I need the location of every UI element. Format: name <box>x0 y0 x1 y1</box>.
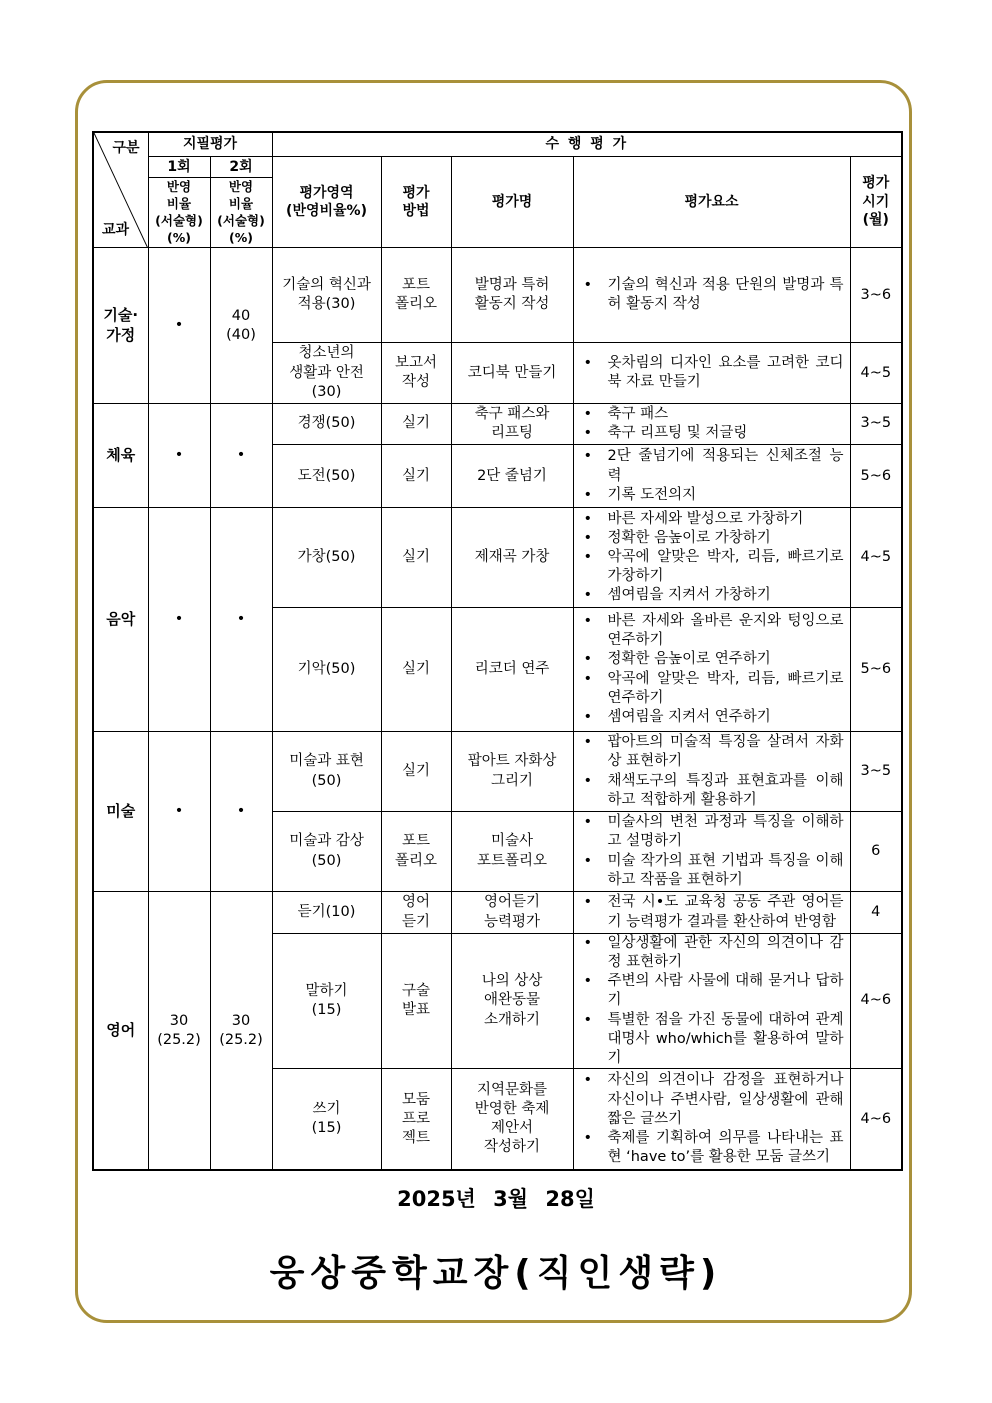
eval-area: 말하기 (15) <box>272 934 381 1069</box>
eval-area: 도전(50) <box>272 445 381 508</box>
eval-title: 영어듣기 능력평가 <box>451 892 573 934</box>
eval-period: 3~5 <box>850 732 902 812</box>
eval-period: 5~6 <box>850 445 902 508</box>
list-item: • 셈여림을 지켜서 연주하기 <box>574 708 850 727</box>
eval-elements <box>573 508 850 608</box>
eval-element-list <box>574 733 850 810</box>
eval-area: 미술과 감상 (50) <box>272 812 381 892</box>
list-item: • 정확한 음높이로 연주하기 <box>574 650 850 669</box>
list-item: • 전국 시•도 교육청 공동 주관 영어듣기 능력평가 결과를 환산하여 반영함 <box>574 893 850 931</box>
eval-method: 모둠 프로 젝트 <box>381 1068 451 1170</box>
eval-period: 4~5 <box>850 508 902 608</box>
subject-name: 영어 <box>93 892 148 1171</box>
second-exam-ratio: • <box>210 732 272 892</box>
list-item: • 주변의 사람 사물에 대해 묻거나 답하기 <box>574 972 850 1010</box>
list-item: • 일상생활에 관한 자신의 의견이나 감정 표현하기 <box>574 934 850 972</box>
header-period: 평가 시기 (월) <box>850 156 902 248</box>
list-item: • 축제를 기획하여 의무를 나타내는 표현 ‘have to’를 활용한 모둠 글쓰기 <box>574 1129 850 1167</box>
eval-method: 포트 폴리오 <box>381 812 451 892</box>
list-item: • 팝아트의 미술적 특징을 살려서 자화상 표현하기 <box>574 733 850 771</box>
eval-method: 영어 듣기 <box>381 892 451 934</box>
header-method: 평가 방법 <box>381 156 451 248</box>
table-row <box>93 248 902 343</box>
list-item: • 옷차림의 디자인 요소를 고려한 코디북 자료 만들기 <box>574 354 850 392</box>
eval-area: 경쟁(50) <box>272 403 381 444</box>
header-first: 1회 <box>148 156 210 177</box>
eval-element-list <box>574 612 850 727</box>
eval-title: 지역문화를 반영한 축제 제안서 작성하기 <box>451 1068 573 1170</box>
list-item: • 자신의 의견이나 감정을 표현하거나 자신이나 주변사람, 일상생활에 관해 짧은 글쓰기 <box>574 1071 850 1128</box>
eval-elements <box>573 732 850 812</box>
eval-method: 실기 <box>381 508 451 608</box>
header-performance: 수 행 평 가 <box>272 132 902 156</box>
eval-element-list <box>574 447 850 504</box>
eval-element-list <box>574 354 850 392</box>
list-item: • 특별한 점을 가진 동물에 대하여 관계대명사 who/which를 활용하여 말하기 <box>574 1011 850 1068</box>
eval-title: 코디북 만들기 <box>451 343 573 403</box>
eval-element-list <box>574 276 850 314</box>
eval-title: 나의 상상 애완동물 소개하기 <box>451 934 573 1069</box>
list-item: • 축구 리프팅 및 저글링 <box>574 424 850 443</box>
list-item: • 축구 패스 <box>574 405 850 424</box>
first-exam-ratio: • <box>148 248 210 403</box>
table-row <box>93 732 902 812</box>
header-diagonal-cell <box>93 132 148 248</box>
eval-elements <box>573 812 850 892</box>
eval-element-list <box>574 510 850 606</box>
issue-date: 2025년 3월 28일 <box>397 1187 595 1211</box>
eval-element-list <box>574 934 850 1068</box>
eval-title: 팝아트 자화상 그리기 <box>451 732 573 812</box>
first-exam-ratio: • <box>148 732 210 892</box>
table-row <box>93 403 902 444</box>
eval-elements <box>573 934 850 1069</box>
eval-elements <box>573 892 850 934</box>
subject-name: 체육 <box>93 403 148 507</box>
list-item: • 바른 자세와 올바른 운지와 텅잉으로 연주하기 <box>574 612 850 650</box>
eval-period: 4~6 <box>850 1068 902 1170</box>
eval-elements <box>573 343 850 403</box>
second-exam-ratio: 40 (40) <box>210 248 272 403</box>
list-item: • 악곡에 알맞은 박자, 리듬, 빠르기로 가창하기 <box>574 548 850 586</box>
eval-period: 6 <box>850 812 902 892</box>
header-elements: 평가요소 <box>573 156 850 248</box>
eval-title: 발명과 특허 활동지 작성 <box>451 248 573 343</box>
eval-title: 축구 패스와 리프팅 <box>451 403 573 444</box>
eval-elements <box>573 1068 850 1170</box>
eval-title: 리코더 연주 <box>451 608 573 732</box>
header-ratio-1: 반영 비율 (서술형) (%) <box>148 177 210 248</box>
eval-period: 4~6 <box>850 934 902 1069</box>
eval-area: 쓰기 (15) <box>272 1068 381 1170</box>
header-ratio-2: 반영 비율 (서술형) (%) <box>210 177 272 248</box>
list-item: • 미술사의 변천 과정과 특징을 이해하고 설명하기 <box>574 813 850 851</box>
eval-area: 청소년의 생활과 안전 (30) <box>272 343 381 403</box>
header-second: 2회 <box>210 156 272 177</box>
table-row <box>93 892 902 934</box>
subject-name: 음악 <box>93 508 148 732</box>
eval-period: 3~6 <box>850 248 902 343</box>
eval-element-list <box>574 405 850 443</box>
eval-area: 듣기(10) <box>272 892 381 934</box>
eval-title: 제재곡 가창 <box>451 508 573 608</box>
table-row <box>93 508 902 608</box>
list-item: • 정확한 음높이로 가창하기 <box>574 529 850 548</box>
second-exam-ratio: • <box>210 508 272 732</box>
subject-name: 기술· 가정 <box>93 248 148 403</box>
eval-elements <box>573 248 850 343</box>
eval-method: 보고서 작성 <box>381 343 451 403</box>
eval-element-list <box>574 1071 850 1167</box>
eval-period: 4~5 <box>850 343 902 403</box>
eval-area: 기악(50) <box>272 608 381 732</box>
eval-title: 2단 줄넘기 <box>451 445 573 508</box>
first-exam-ratio: 30 (25.2) <box>148 892 210 1171</box>
list-item: • 채색도구의 특징과 표현효과를 이해하고 적합하게 활용하기 <box>574 772 850 810</box>
eval-period: 4 <box>850 892 902 934</box>
eval-method: 실기 <box>381 608 451 732</box>
eval-elements <box>573 403 850 444</box>
list-item: • 기록 도전의지 <box>574 486 850 505</box>
eval-area: 기술의 혁신과 적용(30) <box>272 248 381 343</box>
eval-period: 5~6 <box>850 608 902 732</box>
eval-element-list <box>574 813 850 890</box>
second-exam-ratio: • <box>210 403 272 507</box>
eval-method: 실기 <box>381 732 451 812</box>
eval-title: 미술사 포트폴리오 <box>451 812 573 892</box>
header-area: 평가영역 (반영비율%) <box>272 156 381 248</box>
header-gyogwa: 교과 <box>102 222 130 238</box>
header-name: 평가명 <box>451 156 573 248</box>
eval-elements <box>573 608 850 732</box>
eval-period: 3~5 <box>850 403 902 444</box>
eval-element-list <box>574 893 850 931</box>
header-written-exam: 지필평가 <box>148 132 272 156</box>
list-item: • 바른 자세와 발성으로 가창하기 <box>574 510 850 529</box>
list-item: • 악곡에 알맞은 박자, 리듬, 빠르기로 연주하기 <box>574 670 850 708</box>
evaluation-table <box>92 131 903 1171</box>
eval-area: 가창(50) <box>272 508 381 608</box>
eval-method: 실기 <box>381 403 451 444</box>
second-exam-ratio: 30 (25.2) <box>210 892 272 1171</box>
eval-elements <box>573 445 850 508</box>
school-principal: 웅상중학교장(직인생략) <box>269 1253 723 1294</box>
eval-method: 포트 폴리오 <box>381 248 451 343</box>
list-item: • 2단 줄넘기에 적용되는 신체조절 능력 <box>574 447 850 485</box>
eval-method: 실기 <box>381 445 451 508</box>
header-gubun: 구분 <box>112 140 140 156</box>
first-exam-ratio: • <box>148 508 210 732</box>
eval-method: 구술 발표 <box>381 934 451 1069</box>
list-item: • 기술의 혁신과 적용 단원의 발명과 특허 활동지 작성 <box>574 276 850 314</box>
subject-name: 미술 <box>93 732 148 892</box>
list-item: • 셈여림을 지켜서 가창하기 <box>574 586 850 605</box>
list-item: • 미술 작가의 표현 기법과 특징을 이해하고 작품을 표현하기 <box>574 852 850 890</box>
eval-area: 미술과 표현 (50) <box>272 732 381 812</box>
first-exam-ratio: • <box>148 403 210 507</box>
